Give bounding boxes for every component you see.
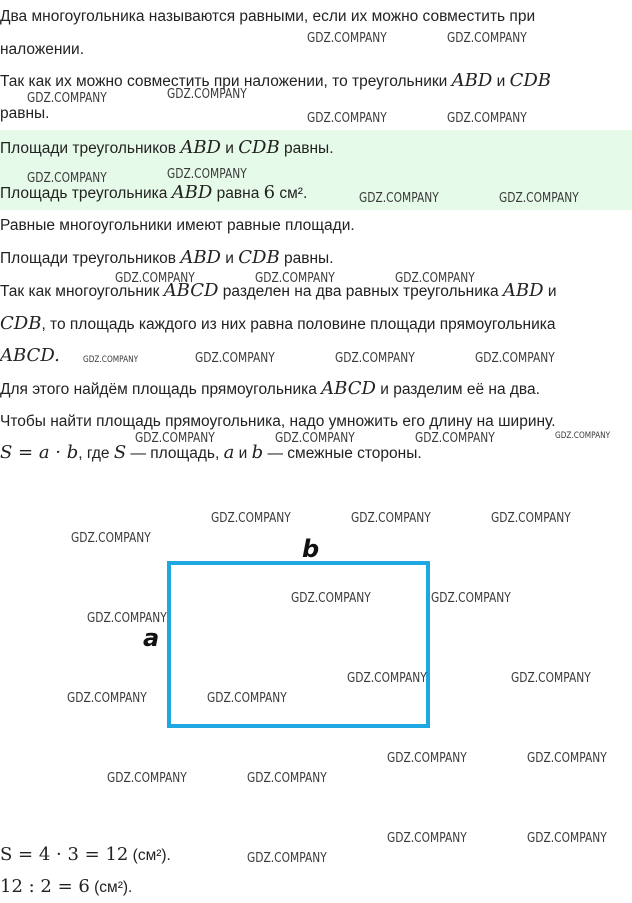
rule-text: Равные многоугольники имеют равные площади. <box>0 217 355 234</box>
calc-formula-2: 12 : 2 = 6 <box>0 876 90 897</box>
watermark: GDZ.COMPANY <box>447 111 527 126</box>
watermark: GDZ.COMPANY <box>115 271 195 286</box>
math-cdb: CDB <box>509 70 551 91</box>
watermark: GDZ.COMPANY <box>555 431 611 441</box>
side-a-label: a <box>143 624 160 652</box>
division-mid: разделен на два равных треугольника <box>218 283 503 300</box>
division-rest: , то площадь каждого из них равна половине площади прямоугольника <box>41 316 556 333</box>
calc-unit-2: (см²). <box>89 879 133 896</box>
math-abd: ABD <box>180 247 221 268</box>
highlight-text: Площадь треугольника <box>0 185 172 202</box>
watermark: GDZ.COMPANY <box>431 591 511 606</box>
calc-unit-1: (см²). <box>128 847 171 864</box>
math-abcd: ABCD <box>163 280 219 301</box>
watermark: GDZ.COMPANY <box>359 191 439 206</box>
math-a: a <box>223 442 235 463</box>
highlight-text: Площади треугольников <box>0 140 181 157</box>
watermark: GDZ.COMPANY <box>107 771 187 786</box>
area-value: 6 <box>263 182 276 203</box>
calc-formula-1: S = 4 · 3 = 12 <box>0 844 129 865</box>
watermark: GDZ.COMPANY <box>475 351 555 366</box>
conclusion-end: равны. <box>0 105 50 122</box>
watermark: GDZ.COMPANY <box>447 31 527 46</box>
highlight-suffix: равны. <box>279 140 334 157</box>
calc-line-2 <box>0 877 132 898</box>
conclusion-text: Так как их можно совместить при наложении, то треугольники <box>0 73 452 90</box>
watermark: GDZ.COMPANY <box>275 431 355 446</box>
math-abd: ABD <box>451 70 493 91</box>
and-text: и <box>221 140 239 157</box>
watermark: GDZ.COMPANY <box>395 271 475 286</box>
equals-text: равна <box>212 185 264 202</box>
watermark: GDZ.COMPANY <box>527 751 607 766</box>
plan-suffix: и разделим её на два. <box>375 381 540 398</box>
watermark: GDZ.COMPANY <box>307 31 387 46</box>
math-cdb: CDB <box>238 247 280 268</box>
watermark: GDZ.COMPANY <box>255 271 335 286</box>
area-label: — площадь, <box>126 445 224 462</box>
watermark: GDZ.COMPANY <box>247 851 327 866</box>
math-abd: ABD <box>171 182 213 203</box>
math-abd: ABD <box>180 137 221 158</box>
math-abd: ABD <box>502 280 544 301</box>
definition-text-1: Два многоугольника называются равными, если их можно совместить при <box>0 8 536 25</box>
plan-text: Для этого найдём площадь прямоугольника <box>0 381 322 398</box>
calc-line-1 <box>0 845 171 866</box>
watermark: GDZ.COMPANY <box>135 431 215 446</box>
equal-areas-suffix: равны. <box>279 250 334 267</box>
watermark: GDZ.COMPANY <box>27 171 107 186</box>
sides-label: — смежные стороны. <box>263 445 422 462</box>
unit-text: см². <box>275 185 308 202</box>
watermark: GDZ.COMPANY <box>511 671 591 686</box>
and-text: и <box>234 445 252 462</box>
watermark: GDZ.COMPANY <box>415 431 495 446</box>
watermark: GDZ.COMPANY <box>307 111 387 126</box>
math-s: S <box>113 442 127 463</box>
watermark: GDZ.COMPANY <box>351 511 431 526</box>
watermark: GDZ.COMPANY <box>71 531 151 546</box>
watermark: GDZ.COMPANY <box>527 831 607 846</box>
watermark: GDZ.COMPANY <box>207 691 287 706</box>
watermark: GDZ.COMPANY <box>167 87 247 102</box>
math-cdb: CDB <box>238 137 280 158</box>
math-abcd: ABCD. <box>0 345 60 366</box>
math-b: b <box>251 442 264 463</box>
watermark: GDZ.COMPANY <box>211 511 291 526</box>
definition-text-2: наложении. <box>0 41 85 58</box>
method-text: Чтобы найти площадь прямоугольника, надо умножить его длину на ширину. <box>0 413 556 430</box>
watermark: GDZ.COMPANY <box>387 831 467 846</box>
watermark: GDZ.COMPANY <box>387 751 467 766</box>
math-cdb: CDB <box>0 313 42 334</box>
watermark: GDZ.COMPANY <box>247 771 327 786</box>
watermark: GDZ.COMPANY <box>167 167 247 182</box>
where-text: , где <box>78 445 114 462</box>
math-abcd: ABCD <box>321 378 376 399</box>
watermark: GDZ.COMPANY <box>195 351 275 366</box>
watermark: GDZ.COMPANY <box>67 691 147 706</box>
and-text: и <box>492 73 510 90</box>
watermark: GDZ.COMPANY <box>27 91 107 106</box>
and-text: и <box>221 250 239 267</box>
watermark: GDZ.COMPANY <box>83 355 139 365</box>
division-text: Так как многоугольник <box>0 283 164 300</box>
watermark: GDZ.COMPANY <box>335 351 415 366</box>
watermark: GDZ.COMPANY <box>87 611 167 626</box>
watermark: GDZ.COMPANY <box>291 591 371 606</box>
watermark: GDZ.COMPANY <box>347 671 427 686</box>
side-b-label: b <box>302 535 320 563</box>
equal-areas-text: Площади треугольников <box>0 250 181 267</box>
watermark: GDZ.COMPANY <box>491 511 571 526</box>
and-text: и <box>543 283 557 300</box>
area-formula: S = a · b <box>0 442 79 463</box>
watermark: GDZ.COMPANY <box>499 191 579 206</box>
